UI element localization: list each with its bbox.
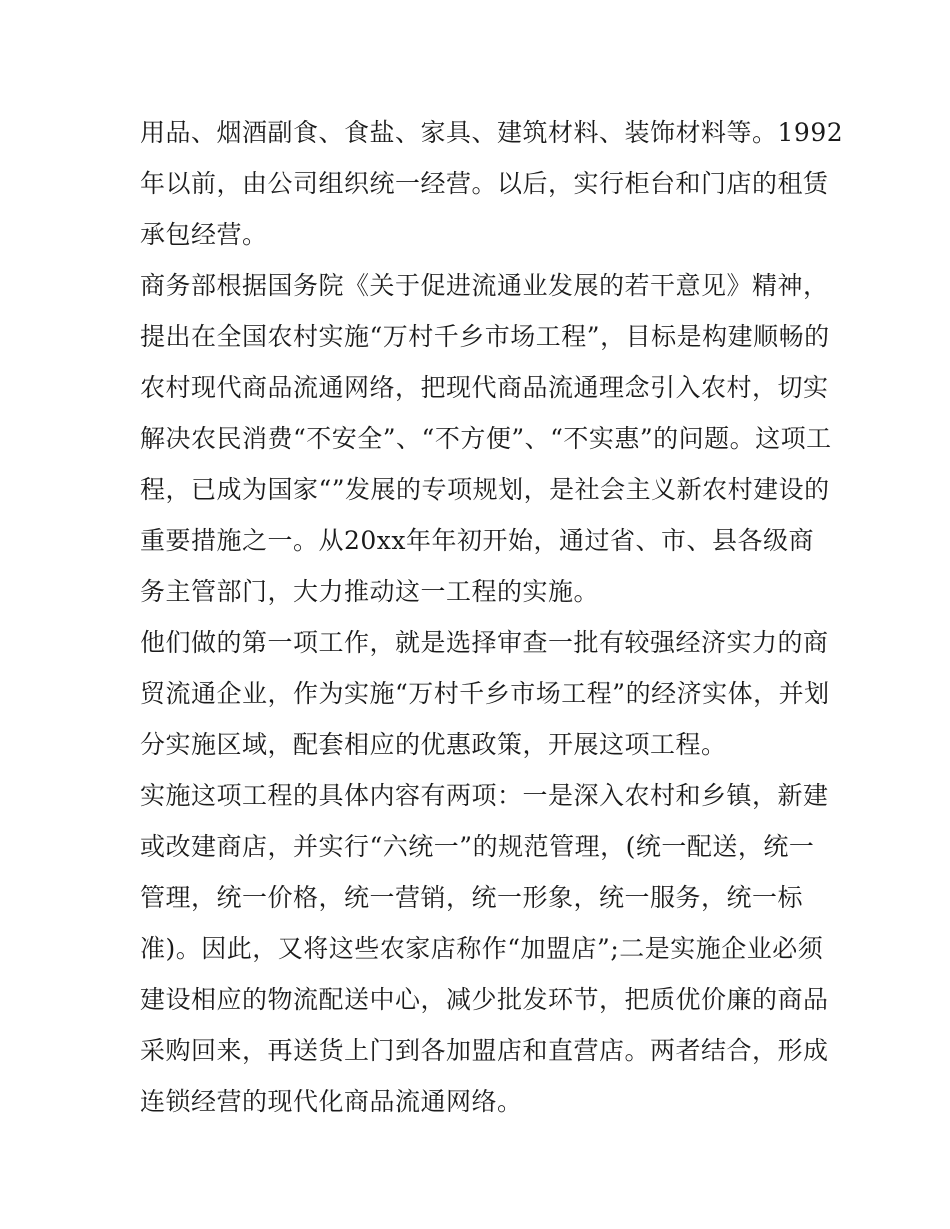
body-text xyxy=(140,107,844,1127)
text-line: 采购回来，再送货上门到各加盟店和直营店。两者结合，形成 xyxy=(140,1036,829,1065)
text-line: 贸流通企业，作为实施“万村千乡市场工程”的经济实体，并划 xyxy=(140,679,830,708)
text-line: 重要措施之一。从20xx年年初开始，通过省、市、县各级商 xyxy=(140,526,815,555)
text-line: 提出在全国农村实施“万村千乡市场工程”，目标是构建顺畅的 xyxy=(140,322,830,351)
text-line: 承包经营。 xyxy=(140,220,268,249)
text-line: 农村现代商品流通网络，把现代商品流通理念引入农村，切实 xyxy=(140,373,829,402)
text-line: 分实施区域，配套相应的优惠政策，开展这项工程。 xyxy=(140,730,727,759)
text-line: 连锁经营的现代化商品流通网络。 xyxy=(140,1087,523,1116)
text-line: 用品、烟酒副食、食盐、家具、建筑材料、装饰材料等。1992 xyxy=(140,118,844,147)
text-line: 准)。因此，又将这些农家店称作“加盟店”;二是实施企业必须 xyxy=(140,934,824,963)
text-line: 商务部根据国务院《关于促进流通业发展的若干意见》精神， xyxy=(140,271,829,300)
text-line: 程，已成为国家“”发展的专项规划，是社会主义新农村建设的 xyxy=(140,475,830,504)
text-line: 年以前，由公司组织统一经营。以后，实行柜台和门店的租赁 xyxy=(140,169,829,198)
text-line: 实施这项工程的具体内容有两项：一是深入农村和乡镇，新建 xyxy=(140,781,829,810)
text-line: 管理，统一价格，统一营销，统一形象，统一服务，统一标 xyxy=(140,883,804,912)
text-line: 建设相应的物流配送中心，减少批发环节，把质优价廉的商品 xyxy=(140,985,829,1014)
text-line: 他们做的第一项工作，就是选择审查一批有较强经济实力的商 xyxy=(140,628,829,657)
text-line: 务主管部门，大力推动这一工程的实施。 xyxy=(140,577,600,606)
text-line: 解决农民消费“不安全”、“不方便”、“不实惠”的问题。这项工 xyxy=(140,424,832,453)
text-line: 或改建商店，并实行“六统一”的规范管理，(统一配送，统一 xyxy=(140,832,815,861)
